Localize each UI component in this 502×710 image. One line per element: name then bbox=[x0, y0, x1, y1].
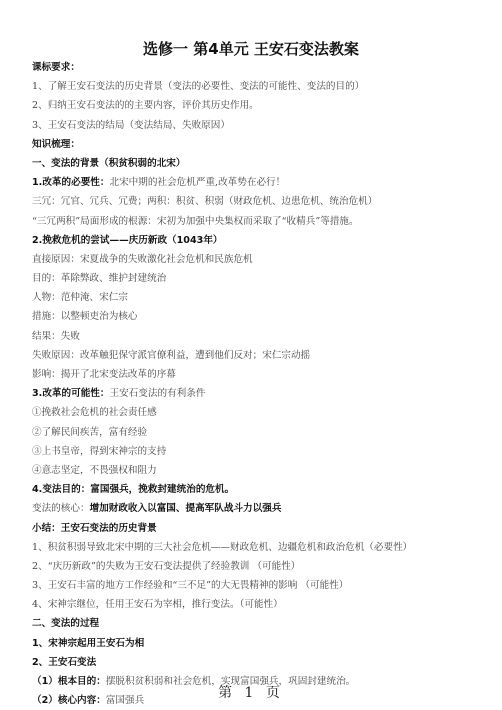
text-line: 一、变法的背景（积贫积弱的北宋） bbox=[32, 157, 186, 169]
text-line: 直接原因：宋夏战争的失败激化社会危机和民族危机 bbox=[32, 253, 253, 265]
line-value: 富国强兵 bbox=[105, 695, 145, 707]
text-line: ①挽救社会危机的社会责任感 bbox=[32, 407, 157, 419]
text-line bbox=[32, 499, 494, 518]
text-line: 1、了解王安石变法的历史背景（变法的必要性、变法的可能性、变法的目的） bbox=[32, 81, 365, 93]
line-label: （2）核心内容： bbox=[32, 695, 106, 707]
text-line: 三冗：冗官、冗兵、冗费；两积：积贫、积弱（财政危机、边患危机、统治危机） bbox=[32, 196, 378, 208]
text-line: 3、王安石丰富的地方工作经验和“三不足”的大无畏精神的影响 （可能性） bbox=[32, 580, 349, 592]
text-line: 小结：王安石变法的历史背景 bbox=[32, 522, 157, 534]
line-value: 王安石变法的有利条件 bbox=[109, 388, 206, 400]
document-body bbox=[32, 58, 494, 710]
document-title: 选修一 第4单元 王安石变法教案 bbox=[143, 40, 359, 58]
text-line: 1、宋神宗起用王安石为相 bbox=[32, 637, 145, 649]
line-label: 1.改革的必要性： bbox=[32, 177, 110, 189]
text-line: 1、积贫积弱导致北宋中期的三大社会危机——财政危机、边疆危机和政治危机（必要性） bbox=[32, 541, 413, 553]
text-line: 2、归纳王安石变法的的主要内容，评价其历史作用。 bbox=[32, 100, 259, 112]
line-label: （1）根本目的： bbox=[32, 676, 106, 687]
line-value: 摆脱积贫积弱和社会危机，实现富国强兵，巩固封建统治。 bbox=[105, 676, 356, 687]
text-line: ②了解民间疾苦，富有经验 bbox=[32, 426, 148, 438]
text-line: 二、变法的过程 bbox=[32, 618, 100, 630]
page-number: 第 1 页 bbox=[218, 685, 284, 701]
text-line: 影响：揭开了北宋变法改革的序幕 bbox=[32, 369, 176, 380]
text-line: “三冗两积”局面形成的根源：宋初为加强中央集权而采取了“收精兵”等措施。 bbox=[32, 215, 359, 227]
text-line: 知识梳理： bbox=[32, 138, 80, 150]
line-value: 增加财政收入以富国、提高军队战斗力以强兵 bbox=[89, 503, 282, 515]
text-line: 目的：革除弊政、维护封建统治 bbox=[32, 273, 167, 285]
text-line: 措施：以整顿吏治为核心 bbox=[32, 311, 138, 323]
text-line: ④意志坚定，不畏强权和阻力 bbox=[32, 464, 157, 476]
text-line: 结果：失败 bbox=[32, 330, 80, 342]
text-line: 2、王安石变法 bbox=[32, 656, 97, 668]
line-label: 3.改革的可能性： bbox=[32, 388, 110, 400]
line-value: 北宋中期的社会危机严重,改革势在必行！ bbox=[109, 177, 286, 189]
text-line: 2、“庆历新政”的失败为王安石变法提供了经验教训 （可能性） bbox=[32, 560, 301, 572]
text-line: 失败原因：改革触犯保守派官僚利益，遭到他们反对；宋仁宗动摇 bbox=[32, 349, 311, 361]
text-line: 4.变法目的：富国强兵，挽救封建统治的危机。 bbox=[32, 484, 235, 496]
text-line: ③上书皇帝，得到宋神宗的支持 bbox=[32, 445, 167, 457]
text-line: 人物：范仲淹、宋仁宗 bbox=[32, 292, 128, 304]
text-line: 课标要求： bbox=[32, 62, 80, 73]
text-line bbox=[32, 173, 494, 192]
text-line: 4、宋神宗继位，任用王安石为宰相，推行变法。（可能性） bbox=[32, 599, 283, 611]
text-line bbox=[32, 384, 494, 403]
text-line: 2.挽救危机的尝试——庆历新政（1043年） bbox=[32, 234, 223, 246]
text-line: 3、王安石变法的结局（变法结局、失败原因） bbox=[32, 119, 230, 131]
line-label: 变法的核心： bbox=[32, 503, 90, 515]
